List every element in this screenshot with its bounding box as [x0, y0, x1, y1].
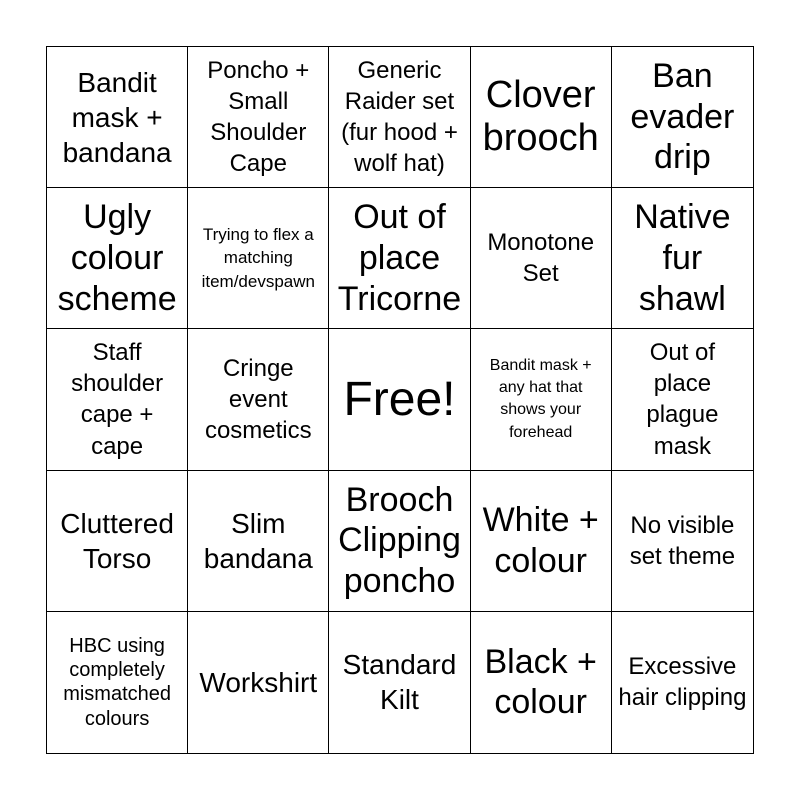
bingo-cell-r3c4[interactable]: Bandit mask + any hat that shows your forehead — [471, 329, 612, 470]
bingo-cell-r3c5[interactable]: Out of place plague mask — [612, 329, 753, 470]
bingo-cell-r4c4[interactable]: White + colour — [471, 471, 612, 612]
bingo-cell-r4c3[interactable]: Brooch Clipping poncho — [329, 471, 470, 612]
bingo-cell-r5c3[interactable]: Standard Kilt — [329, 612, 470, 753]
bingo-cell-r1c2[interactable]: Poncho + Small Shoulder Cape — [188, 47, 329, 188]
bingo-cell-r4c1[interactable]: Cluttered Torso — [47, 471, 188, 612]
bingo-cell-r1c3[interactable]: Generic Raider set (fur hood + wolf hat) — [329, 47, 470, 188]
bingo-cell-r2c4[interactable]: Monotone Set — [471, 188, 612, 329]
bingo-cell-r5c2[interactable]: Workshirt — [188, 612, 329, 753]
bingo-cell-r5c1[interactable]: HBC using completely mismatched colours — [47, 612, 188, 753]
bingo-cell-r2c1[interactable]: Ugly colour scheme — [47, 188, 188, 329]
bingo-board — [46, 46, 754, 754]
bingo-cell-r1c4[interactable]: Clover brooch — [471, 47, 612, 188]
bingo-cell-r1c5[interactable]: Ban evader drip — [612, 47, 753, 188]
bingo-cell-r4c2[interactable]: Slim bandana — [188, 471, 329, 612]
bingo-cell-r2c2[interactable]: Trying to flex a matching item/devspawn — [188, 188, 329, 329]
bingo-cell-r1c1[interactable]: Bandit mask + bandana — [47, 47, 188, 188]
bingo-cell-r5c5[interactable]: Excessive hair clipping — [618, 653, 747, 712]
bingo-cell-r2c5[interactable]: Native fur shawl — [612, 188, 753, 329]
bingo-cell-r3c1[interactable]: Staff shoulder cape + cape — [47, 329, 188, 470]
bingo-cell-r5c4[interactable]: Black + colour — [471, 612, 612, 753]
bingo-cell-r2c3[interactable]: Out of place Tricorne — [329, 188, 470, 329]
bingo-free-cell[interactable]: Free! — [329, 329, 470, 470]
bingo-cell-r3c2[interactable]: Cringe event cosmetics — [188, 329, 329, 470]
bingo-cell-r4c5[interactable]: No visible set theme — [612, 471, 753, 612]
